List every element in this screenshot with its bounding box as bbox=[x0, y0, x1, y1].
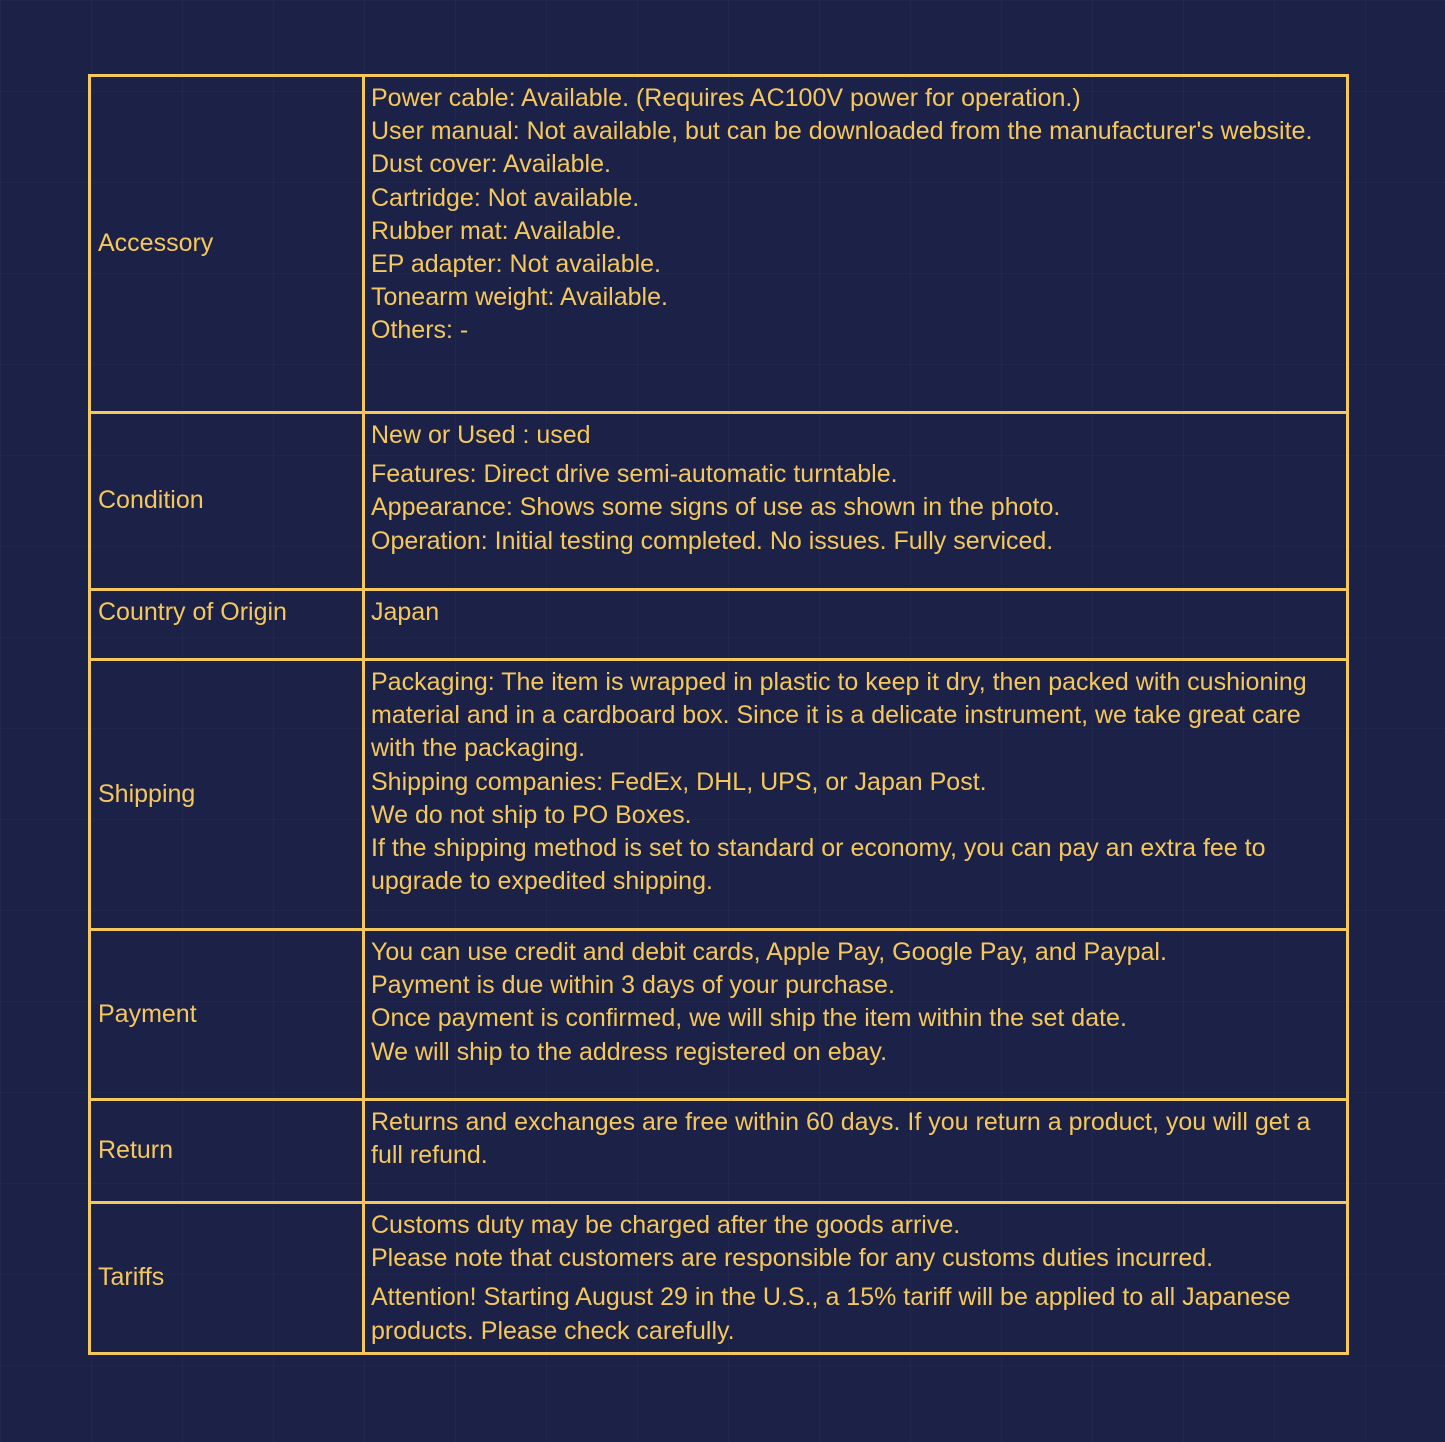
shipping-line-po-boxes: We do not ship to PO Boxes. bbox=[371, 800, 692, 829]
row-value-shipping bbox=[364, 660, 1348, 930]
table-row-return bbox=[90, 1100, 1348, 1203]
row-value-condition bbox=[364, 413, 1348, 590]
row-label-country-of-origin: Country of Origin bbox=[90, 590, 364, 660]
row-value-tariffs bbox=[364, 1203, 1348, 1354]
shipping-line-upgrade: If the shipping method is set to standard or economy, you can pay an extra fee to upgrade to expedited shipping. bbox=[371, 834, 1266, 896]
row-value-payment bbox=[364, 930, 1348, 1100]
accessory-line-ep-adapter: EP adapter: Not available. bbox=[371, 250, 662, 279]
table-row-shipping bbox=[90, 660, 1348, 930]
item-details-table bbox=[88, 74, 1349, 1355]
table-row-tariffs bbox=[90, 1203, 1348, 1354]
shipping-line-packaging: Packaging: The item is wrapped in plastic to keep it dry, then packed with cushioning material and in a cardboard box. Since it is a delicate instrument, we take great care with the packaging. bbox=[371, 668, 1307, 763]
payment-line-due: Payment is due within 3 days of your purchase. bbox=[371, 971, 895, 1000]
return-line-policy: Returns and exchanges are free within 60 days. If you return a product, you will get a full refund. bbox=[371, 1108, 1311, 1170]
payment-line-address: We will ship to the address registered on ebay. bbox=[371, 1037, 888, 1066]
row-value-return bbox=[364, 1100, 1348, 1203]
row-label-payment: Payment bbox=[90, 930, 364, 1100]
accessory-line-power-cable: Power cable: Available. (Requires AC100V power for operation.) bbox=[371, 84, 1081, 112]
row-value-country-of-origin bbox=[364, 590, 1348, 660]
table-row-payment bbox=[90, 930, 1348, 1100]
row-label-condition: Condition bbox=[90, 413, 364, 590]
table-row-condition bbox=[90, 413, 1348, 590]
table-row-accessory bbox=[90, 76, 1348, 413]
tariffs-line-customs-duty: Customs duty may be charged after the goods arrive. bbox=[371, 1211, 961, 1239]
tariffs-line-responsibility: Please note that customers are responsible for any customs duties incurred. bbox=[371, 1244, 1214, 1273]
condition-line-operation: Operation: Initial testing completed. No issues. Fully serviced. bbox=[371, 526, 1054, 555]
condition-line-new-or-used: New or Used : used bbox=[371, 421, 591, 449]
shipping-line-companies: Shipping companies: FedEx, DHL, UPS, or Japan Post. bbox=[371, 767, 987, 796]
accessory-line-cartridge: Cartridge: Not available. bbox=[371, 183, 640, 212]
accessory-line-tonearm-weight: Tonearm weight: Available. bbox=[371, 283, 668, 312]
accessory-line-user-manual: User manual: Not available, but can be downloaded from the manufacturer's website. bbox=[371, 117, 1313, 146]
row-value-accessory bbox=[364, 76, 1348, 413]
accessory-line-others: Others: - bbox=[371, 316, 469, 345]
tariffs-line-attention: Attention! Starting August 29 in the U.S., a 15% tariff will be applied to all Japanese products. Please check carefully. bbox=[371, 1283, 1291, 1345]
payment-line-confirmation: Once payment is confirmed, we will ship the item within the set date. bbox=[371, 1004, 1127, 1033]
accessory-line-dust-cover: Dust cover: Available. bbox=[371, 150, 611, 179]
row-label-return: Return bbox=[90, 1100, 364, 1203]
condition-line-appearance: Appearance: Shows some signs of use as shown in the photo. bbox=[371, 493, 1061, 522]
payment-line-methods: You can use credit and debit cards, Apple Pay, Google Pay, and Paypal. bbox=[371, 938, 1167, 966]
condition-line-features: Features: Direct drive semi-automatic turntable. bbox=[371, 460, 898, 489]
accessory-line-rubber-mat: Rubber mat: Available. bbox=[371, 216, 623, 245]
table-row-country-of-origin bbox=[90, 590, 1348, 660]
country-of-origin-value: Japan bbox=[371, 598, 440, 626]
row-label-tariffs: Tariffs bbox=[90, 1203, 364, 1354]
row-label-accessory: Accessory bbox=[90, 76, 364, 413]
row-label-shipping: Shipping bbox=[90, 660, 364, 930]
